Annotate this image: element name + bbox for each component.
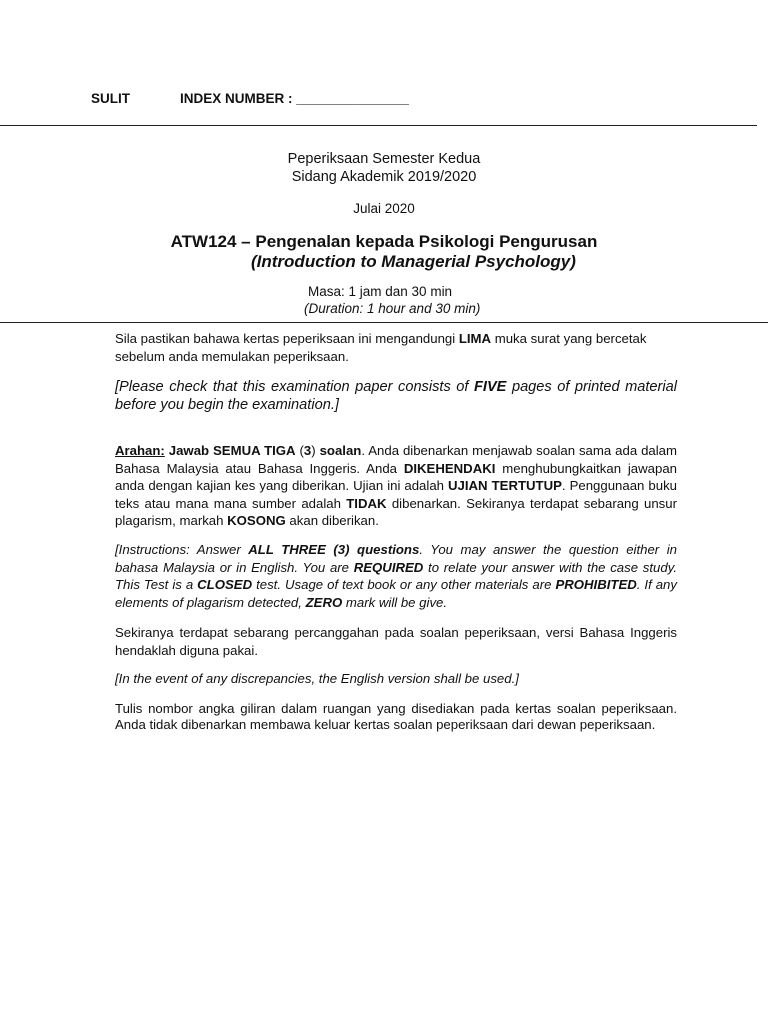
title-divider [0,322,768,323]
exam-date: Julai 2020 [353,201,415,216]
index-number-label: INDEX NUMBER : _______________ [180,91,409,106]
exam-duration-english: (Duration: 1 hour and 30 min) [304,301,481,316]
header-divider [0,125,757,126]
exam-session: Sidang Akademik 2019/2020 [291,169,477,185]
sulit-label: SULIT [91,91,130,106]
page-count-malay: LIMA [458,331,492,346]
instructions-malay: Arahan: Jawab SEMUA TIGA (3) soalan. Anda dibenarkan menjawab soalan sama ada dalam Bahasa Malaysia atau Bahasa Inggeris. Anda DIKEHENDAKI menghubungkaitkan jawapan anda dengan kajian kes yang diberikan. Ujian ini adalah UJIAN TERTUTUP. Penggunaan buku teks atau mana mana sumber adalah TIDAK dibenarkan. Sekiranya terdapat sebarang unsur plagarism, markah KOSONG akan diberikan. [115,443,678,528]
page-check-english: [Please check that this examination paper consists of FIVE pages of printed material before you begin the examination.] [115,379,677,413]
exam-semester: Peperiksaan Semester Kedua [287,151,481,167]
instructions-english: [Instructions: Answer ALL THREE (3) questions. You may answer the question either in bahasa Malaysia or in English. You are REQUIRED to relate your answer with the case study. This Test is a CLOSED test. Usage of text book or any other materials are PROHIBITED. If any elements of plagarism detected, ZERO mark will be give. [115,542,677,610]
exam-duration: Masa: 1 jam dan 30 min [308,284,453,299]
page-check-malay: Sila pastikan bahawa kertas peperiksaan ini mengandungi LIMA muka surat yang bercetak sebelum anda memulakan peperiksaan. [115,331,647,364]
course-title: ATW124 – Pengenalan kepada Psikologi Pengurusan [170,232,598,251]
page-count-english: FIVE [473,379,507,395]
index-number-note: Tulis nombor angka giliran dalam ruangan yang disediakan pada kertas soalan peperiksaan. Anda tidak dibenarkan membawa keluar kertas soalan peperiksaan dari dewan peperiksaan. [115,701,677,732]
instructions-label: Arahan: [115,443,165,458]
discrepancy-note-english: [In the event of any discrepancies, the English version shall be used.] [115,671,519,686]
document-header [91,91,409,106]
discrepancy-note-malay: Sekiranya terdapat sebarang percanggahan pada soalan peperiksaan, versi Bahasa Inggeris hendaklah diguna pakai. [115,625,677,658]
course-title-english: (Introduction to Managerial Psychology) [251,252,576,271]
